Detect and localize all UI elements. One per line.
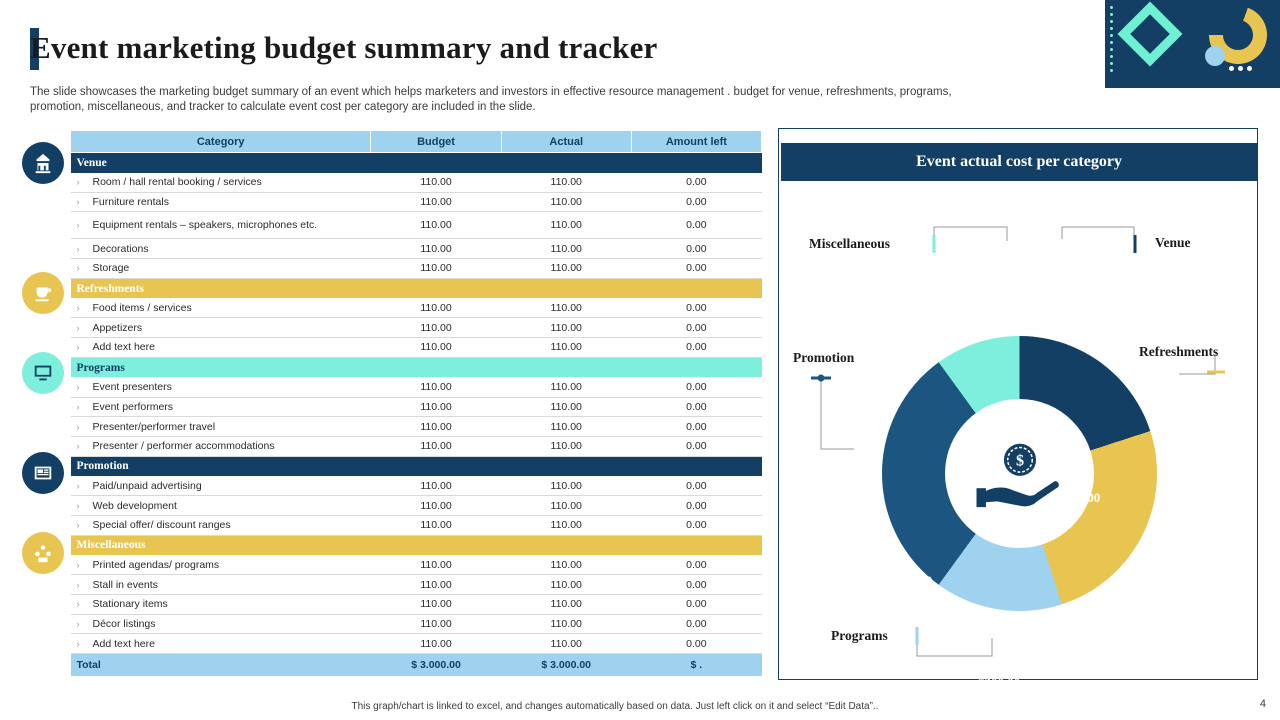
table-row — [71, 476, 762, 496]
col-amount-left: Amount left — [631, 131, 761, 153]
table-total-row — [71, 654, 762, 676]
row-label: › Decorations — [71, 239, 371, 259]
slice-value-refreshments: $500.00 — [1087, 620, 1130, 635]
row-label: › Appetizers — [71, 318, 371, 338]
row-actual: 110.00 — [501, 397, 631, 417]
table-row — [71, 173, 762, 193]
row-budget: 110.00 — [371, 318, 501, 338]
slice-value-programs: $300.00 — [978, 675, 1021, 690]
row-budget: 110.00 — [371, 298, 501, 318]
table-row — [71, 298, 762, 318]
row-actual: 110.00 — [501, 212, 631, 239]
row-budget: 110.00 — [371, 417, 501, 437]
row-budget: 110.00 — [371, 397, 501, 417]
row-amount-left: 0.00 — [631, 555, 761, 575]
row-actual: 110.00 — [501, 239, 631, 259]
row-amount-left: 0.00 — [631, 318, 761, 338]
table-row — [71, 575, 762, 595]
row-amount-left: 0.00 — [631, 634, 761, 654]
total-left: $ . — [631, 654, 761, 676]
table-row — [71, 436, 762, 456]
chevron-right-icon: › — [76, 520, 80, 531]
chevron-right-icon: › — [76, 579, 80, 590]
row-budget: 110.00 — [371, 515, 501, 535]
row-amount-left: 0.00 — [631, 417, 761, 437]
row-budget: 110.00 — [371, 614, 501, 634]
chevron-right-icon: › — [76, 500, 80, 511]
row-actual: 110.00 — [501, 338, 631, 358]
chevron-right-icon: › — [76, 619, 80, 630]
table-row — [71, 259, 762, 279]
row-label: › Room / hall rental booking / services — [71, 173, 371, 193]
row-budget: 110.00 — [371, 173, 501, 193]
row-label: › Add text here — [71, 634, 371, 654]
row-budget: 110.00 — [371, 212, 501, 239]
chevron-right-icon: › — [76, 322, 80, 333]
row-actual: 110.00 — [501, 377, 631, 397]
row-actual: 110.00 — [501, 614, 631, 634]
section-title: Venue — [71, 153, 762, 173]
table-row — [71, 555, 762, 575]
table-section-header — [71, 278, 762, 298]
row-label: › Stationary items — [71, 595, 371, 615]
page-title: Event marketing budget summary and tracker — [30, 30, 658, 65]
table-row — [71, 614, 762, 634]
chevron-right-icon: › — [76, 177, 80, 188]
row-actual: 110.00 — [501, 436, 631, 456]
row-budget: 110.00 — [371, 496, 501, 516]
row-label: › Special offer/ discount ranges — [71, 515, 371, 535]
programs-icon — [22, 352, 64, 394]
budget-table-wrapper — [70, 130, 762, 676]
row-budget: 110.00 — [371, 575, 501, 595]
table-row — [71, 318, 762, 338]
row-amount-left: 0.00 — [631, 575, 761, 595]
slice-value-promotion: $600.00 — [890, 573, 933, 588]
row-budget: 110.00 — [371, 595, 501, 615]
chart-footnote: This graph/chart is linked to excel, and changes automatically based on data. Just left click on it and select “Edit Data”.. — [351, 701, 879, 712]
table-section-header — [71, 153, 762, 173]
chart-panel — [778, 128, 1258, 690]
row-amount-left: 0.00 — [631, 173, 761, 193]
budget-table — [70, 130, 762, 676]
row-actual: 110.00 — [501, 318, 631, 338]
section-title: Miscellaneous — [71, 535, 762, 555]
chevron-right-icon: › — [76, 559, 80, 570]
row-label: › Décor listings — [71, 614, 371, 634]
row-label: › Equipment rentals – speakers, microphones etc. — [71, 212, 371, 239]
row-actual: 110.00 — [501, 595, 631, 615]
col-actual: Actual — [501, 131, 631, 153]
table-row — [71, 377, 762, 397]
row-label: › Furniture rentals — [71, 192, 371, 212]
chevron-right-icon: › — [76, 599, 80, 610]
row-amount-left: 0.00 — [631, 397, 761, 417]
table-row — [71, 192, 762, 212]
page-subtitle: The slide showcases the marketing budget summary of an event which helps marketers and investors in effective resource management . budget for venue, refreshments, programs, promotion, miscellaneous, and tracker to calculate event cost per category are included in the slide. — [30, 86, 952, 113]
chevron-right-icon: › — [76, 243, 80, 254]
chevron-right-icon: › — [76, 197, 80, 208]
chevron-right-icon: › — [76, 220, 80, 231]
table-row — [71, 417, 762, 437]
decoration-graphic — [1105, 0, 1280, 88]
row-amount-left: 0.00 — [631, 614, 761, 634]
table-row — [71, 338, 762, 358]
promotion-icon — [22, 452, 64, 494]
row-actual: 110.00 — [501, 192, 631, 212]
row-actual: 110.00 — [501, 417, 631, 437]
row-actual: 110.00 — [501, 496, 631, 516]
chart-leader-lines — [779, 129, 1259, 681]
table-section-header — [71, 456, 762, 476]
chevron-right-icon: › — [76, 263, 80, 274]
venue-icon — [22, 142, 64, 184]
legend-label-venue: Venue — [1155, 235, 1191, 250]
chevron-right-icon: › — [76, 401, 80, 412]
row-budget: 110.00 — [371, 476, 501, 496]
section-title: Promotion — [71, 456, 762, 476]
slice-value-venue: $400.00 — [1058, 490, 1101, 505]
legend-label-programs: Programs — [831, 628, 888, 643]
chevron-right-icon: › — [76, 441, 80, 452]
row-budget: 110.00 — [371, 555, 501, 575]
row-budget: 110.00 — [371, 634, 501, 654]
row-amount-left: 0.00 — [631, 298, 761, 318]
table-row — [71, 515, 762, 535]
table-row — [71, 634, 762, 654]
row-amount-left: 0.00 — [631, 377, 761, 397]
row-amount-left: 0.00 — [631, 496, 761, 516]
chevron-right-icon: › — [76, 638, 80, 649]
miscellaneous-icon — [22, 532, 64, 574]
legend-label-miscellaneous: Miscellaneous — [809, 236, 890, 251]
row-label: › Food items / services — [71, 298, 371, 318]
svg-text:$: $ — [1015, 451, 1024, 469]
table-section-header — [71, 357, 762, 377]
chevron-right-icon: › — [76, 342, 80, 353]
row-amount-left: 0.00 — [631, 515, 761, 535]
row-amount-left: 0.00 — [631, 212, 761, 239]
chart-title: Event actual cost per category — [781, 143, 1257, 181]
page-number: 4 — [1259, 698, 1266, 710]
chevron-right-icon: › — [76, 302, 80, 313]
row-actual: 110.00 — [501, 555, 631, 575]
row-amount-left: 0.00 — [631, 436, 761, 456]
total-label: Total — [71, 654, 371, 676]
row-amount-left: 0.00 — [631, 192, 761, 212]
legend-label-refreshments: Refreshments — [1139, 344, 1219, 359]
row-label: › Web development — [71, 496, 371, 516]
row-amount-left: 0.00 — [631, 338, 761, 358]
row-label: › Stall in events — [71, 575, 371, 595]
slice-value-miscellaneous: $200.00 — [965, 475, 1008, 490]
table-header-row — [71, 131, 762, 153]
row-label: › Event presenters — [71, 377, 371, 397]
table-body — [71, 153, 762, 676]
row-budget: 110.00 — [371, 192, 501, 212]
row-actual: 110.00 — [501, 515, 631, 535]
table-row — [71, 239, 762, 259]
chevron-right-icon: › — [76, 421, 80, 432]
table-section-header — [71, 535, 762, 555]
row-label: › Event performers — [71, 397, 371, 417]
row-label: › Add text here — [71, 338, 371, 358]
row-actual: 110.00 — [501, 173, 631, 193]
col-budget: Budget — [371, 131, 501, 153]
total-actual: $ 3.000.00 — [501, 654, 631, 676]
row-label: › Storage — [71, 259, 371, 279]
row-amount-left: 0.00 — [631, 595, 761, 615]
row-actual: 110.00 — [501, 476, 631, 496]
row-amount-left: 0.00 — [631, 259, 761, 279]
chevron-right-icon: › — [76, 480, 80, 491]
section-title: Programs — [71, 357, 762, 377]
table-row — [71, 397, 762, 417]
row-budget: 110.00 — [371, 259, 501, 279]
row-budget: 110.00 — [371, 436, 501, 456]
total-budget: $ 3.000.00 — [371, 654, 501, 676]
table-row — [71, 212, 762, 239]
row-actual: 110.00 — [501, 575, 631, 595]
row-label: › Presenter/performer travel — [71, 417, 371, 437]
category-icon-rail — [22, 130, 66, 690]
row-amount-left: 0.00 — [631, 476, 761, 496]
col-category: Category — [71, 131, 371, 153]
refreshments-icon — [22, 272, 64, 314]
row-label: › Printed agendas/ programs — [71, 555, 371, 575]
legend-label-promotion: Promotion — [793, 350, 855, 365]
section-title: Refreshments — [71, 278, 762, 298]
row-budget: 110.00 — [371, 338, 501, 358]
table-row — [71, 496, 762, 516]
table-row — [71, 595, 762, 615]
row-label: › Paid/unpaid advertising — [71, 476, 371, 496]
row-budget: 110.00 — [371, 239, 501, 259]
chevron-right-icon: › — [76, 381, 80, 392]
row-amount-left: 0.00 — [631, 239, 761, 259]
row-actual: 110.00 — [501, 298, 631, 318]
row-label: › Presenter / performer accommodations — [71, 436, 371, 456]
row-actual: 110.00 — [501, 634, 631, 654]
row-budget: 110.00 — [371, 377, 501, 397]
row-actual: 110.00 — [501, 259, 631, 279]
